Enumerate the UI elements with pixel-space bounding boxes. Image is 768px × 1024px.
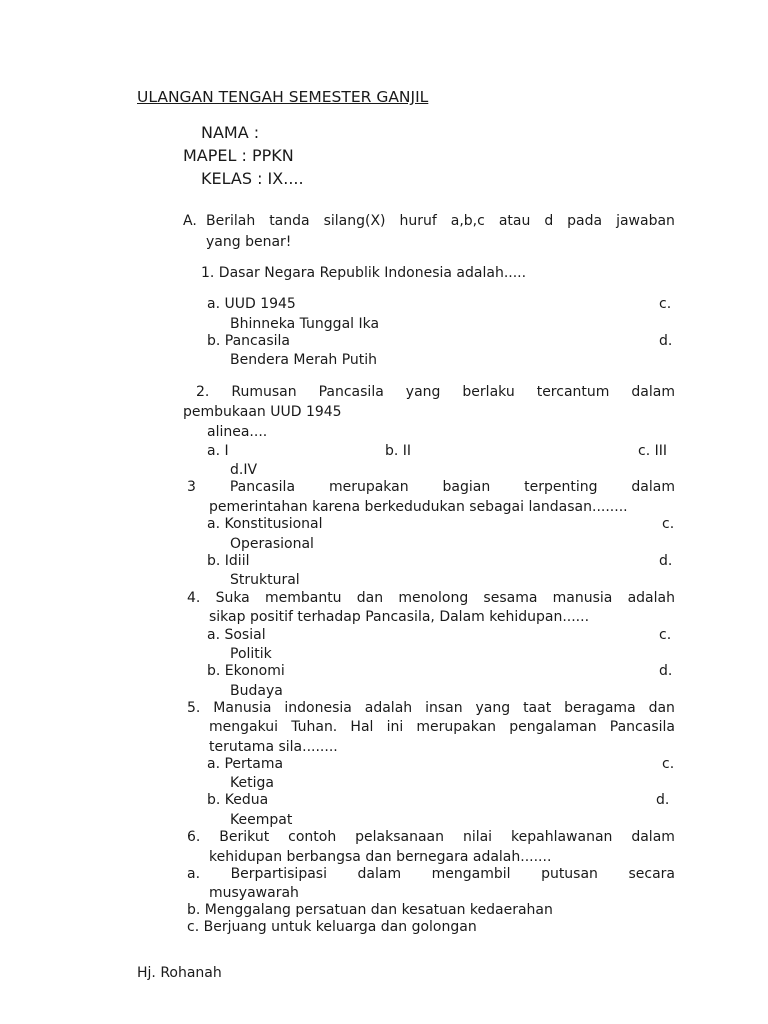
q2-word: Pancasila [318, 384, 384, 400]
question-1-text: 1. Dasar Negara Republik Indonesia adalah..... [201, 265, 527, 281]
instruction-word: a,b,c [450, 213, 485, 229]
q6-word: contoh [288, 829, 337, 845]
q4-word: sesama [483, 590, 538, 606]
question-5-line-3: terutama sila........ [209, 739, 338, 755]
q6-option-c: c. Berjuang untuk keluarga dan golongan [187, 919, 477, 935]
q5-word: 5. [187, 700, 201, 716]
q4-word: adalah [627, 590, 675, 606]
q6-word: dalam [631, 829, 675, 845]
q6-word: kepahlawanan [511, 829, 613, 845]
q4-word: 4. [187, 590, 201, 606]
q6-option-a-word: a. [187, 866, 201, 882]
instruction-word: jawaban [616, 213, 675, 229]
q3-option-b: b. Idiil [207, 553, 250, 569]
question-6-line-2: kehidupan berbangsa dan bernegara adalah....... [209, 849, 552, 865]
question-5-line-2 [209, 718, 675, 736]
q2-word: dalam [631, 384, 675, 400]
mapel-field: MAPEL : PPKN [183, 146, 294, 165]
question-4-line-1 [187, 589, 675, 607]
question-4-line-2: sikap positif terhadap Pancasila, Dalam kehidupan...... [209, 609, 590, 625]
q4-word: Suka [215, 590, 250, 606]
q2-option-b: b. II [385, 443, 412, 459]
q3-word: Pancasila [229, 479, 296, 495]
q4-word: dan [356, 590, 384, 606]
q5-word: mengakui [209, 719, 279, 735]
question-3-line-2: pemerintahan karena berkedudukan sebagai landasan........ [209, 499, 628, 515]
instruction-word: d [544, 213, 554, 229]
q3-option-d-label: d. [659, 553, 673, 569]
question-2-line-3: alinea.... [207, 424, 268, 440]
instruction-word: pada [567, 213, 603, 229]
q3-word: terpenting [524, 479, 598, 495]
q4-word: membantu [264, 590, 342, 606]
q2-option-c: c. III [638, 443, 667, 459]
q4-word: menolong [398, 590, 469, 606]
q5-word: taat [523, 700, 552, 716]
q2-word: yang [405, 384, 441, 400]
q5-word: beragama [564, 700, 636, 716]
page-title: ULANGAN TENGAH SEMESTER GANJIL [137, 88, 429, 106]
instruction-word: atau [498, 213, 531, 229]
q4-word: manusia [552, 590, 613, 606]
q5-word: ini [386, 719, 404, 735]
q2-word: Rumusan [231, 384, 297, 400]
q5-option-d-label: d. [656, 792, 670, 808]
question-3-line-1 [187, 478, 675, 496]
q6-option-a-word: putusan [541, 866, 598, 882]
q1-option-d-text: Bendera Merah Putih [230, 352, 378, 368]
q2-word: tercantum [536, 384, 610, 400]
q5-word: pengalaman [509, 719, 597, 735]
q3-option-c-text: Operasional [230, 536, 314, 552]
q6-option-a-word: dalam [357, 866, 402, 882]
instruction-word: Berilah [206, 213, 256, 229]
q5-word: Manusia [213, 700, 272, 716]
instruction-line-1 [206, 212, 675, 230]
q6-option-a-word: mengambil [431, 866, 511, 882]
q5-option-a: a. Pertama [207, 756, 284, 772]
instruction-line-2: yang benar! [206, 234, 292, 250]
q6-option-a-line-2: musyawarah [209, 885, 299, 901]
q4-option-c-text: Politik [230, 646, 272, 662]
q4-option-a: a. Sosial [207, 627, 266, 643]
q6-option-a-line-1 [187, 865, 675, 883]
footer-author: Hj. Rohanah [137, 965, 222, 981]
q5-word: Pancasila [609, 719, 675, 735]
instruction-word: tanda [269, 213, 310, 229]
q5-word: insan [425, 700, 463, 716]
question-6-line-1 [187, 828, 675, 846]
q5-option-c-label: c. [662, 756, 675, 772]
q2-word: berlaku [462, 384, 515, 400]
question-2-line-2: pembukaan UUD 1945 [183, 404, 342, 420]
q6-word: Berikut [219, 829, 270, 845]
q3-word: 3 [187, 479, 196, 495]
q1-option-d-label: d. [659, 333, 673, 349]
instruction-word: silang(X) [323, 213, 386, 229]
q3-option-c-label: c. [662, 516, 675, 532]
q5-option-d-text: Keempat [230, 812, 293, 828]
q4-option-b: b. Ekonomi [207, 663, 285, 679]
q4-option-c-label: c. [659, 627, 672, 643]
q2-option-d: d.IV [230, 462, 258, 478]
q5-option-b: b. Kedua [207, 792, 269, 808]
q5-word: adalah [364, 700, 413, 716]
q6-word: nilai [462, 829, 493, 845]
q5-word: merupakan [416, 719, 497, 735]
q3-option-a: a. Konstitusional [207, 516, 323, 532]
question-2-line-1 [196, 383, 675, 401]
q3-option-d-text: Struktural [230, 572, 300, 588]
q6-option-a-word: secara [628, 866, 675, 882]
q1-option-c-label: c. [659, 296, 672, 312]
q1-option-a: a. UUD 1945 [207, 296, 296, 312]
q1-option-c-text: Bhinneka Tunggal Ika [230, 316, 380, 332]
q5-word: Hal [350, 719, 374, 735]
q6-option-b: b. Menggalang persatuan dan kesatuan kedaerahan [187, 902, 553, 918]
q5-word: yang [475, 700, 511, 716]
q3-word: bagian [442, 479, 491, 495]
q4-option-d-text: Budaya [230, 683, 283, 699]
q6-word: pelaksanaan [355, 829, 445, 845]
q3-word: merupakan [328, 479, 409, 495]
instruction-number: A. [183, 213, 197, 229]
q5-word: indonesia [284, 700, 352, 716]
q5-word: Tuhan. [291, 719, 338, 735]
q5-word: dan [648, 700, 675, 716]
q6-option-a-word: Berpartisipasi [230, 866, 327, 882]
q1-option-b: b. Pancasila [207, 333, 290, 349]
q3-word: dalam [631, 479, 675, 495]
q5-option-c-text: Ketiga [230, 775, 274, 791]
q6-word: 6. [187, 829, 201, 845]
instruction-word: huruf [399, 213, 437, 229]
q4-option-d-label: d. [659, 663, 673, 679]
question-5-line-1 [187, 699, 675, 717]
nama-field: NAMA : [201, 123, 260, 142]
q2-word: 2. [196, 384, 210, 400]
q2-option-a: a. I [207, 443, 229, 459]
kelas-field: KELAS : IX.... [201, 169, 304, 188]
